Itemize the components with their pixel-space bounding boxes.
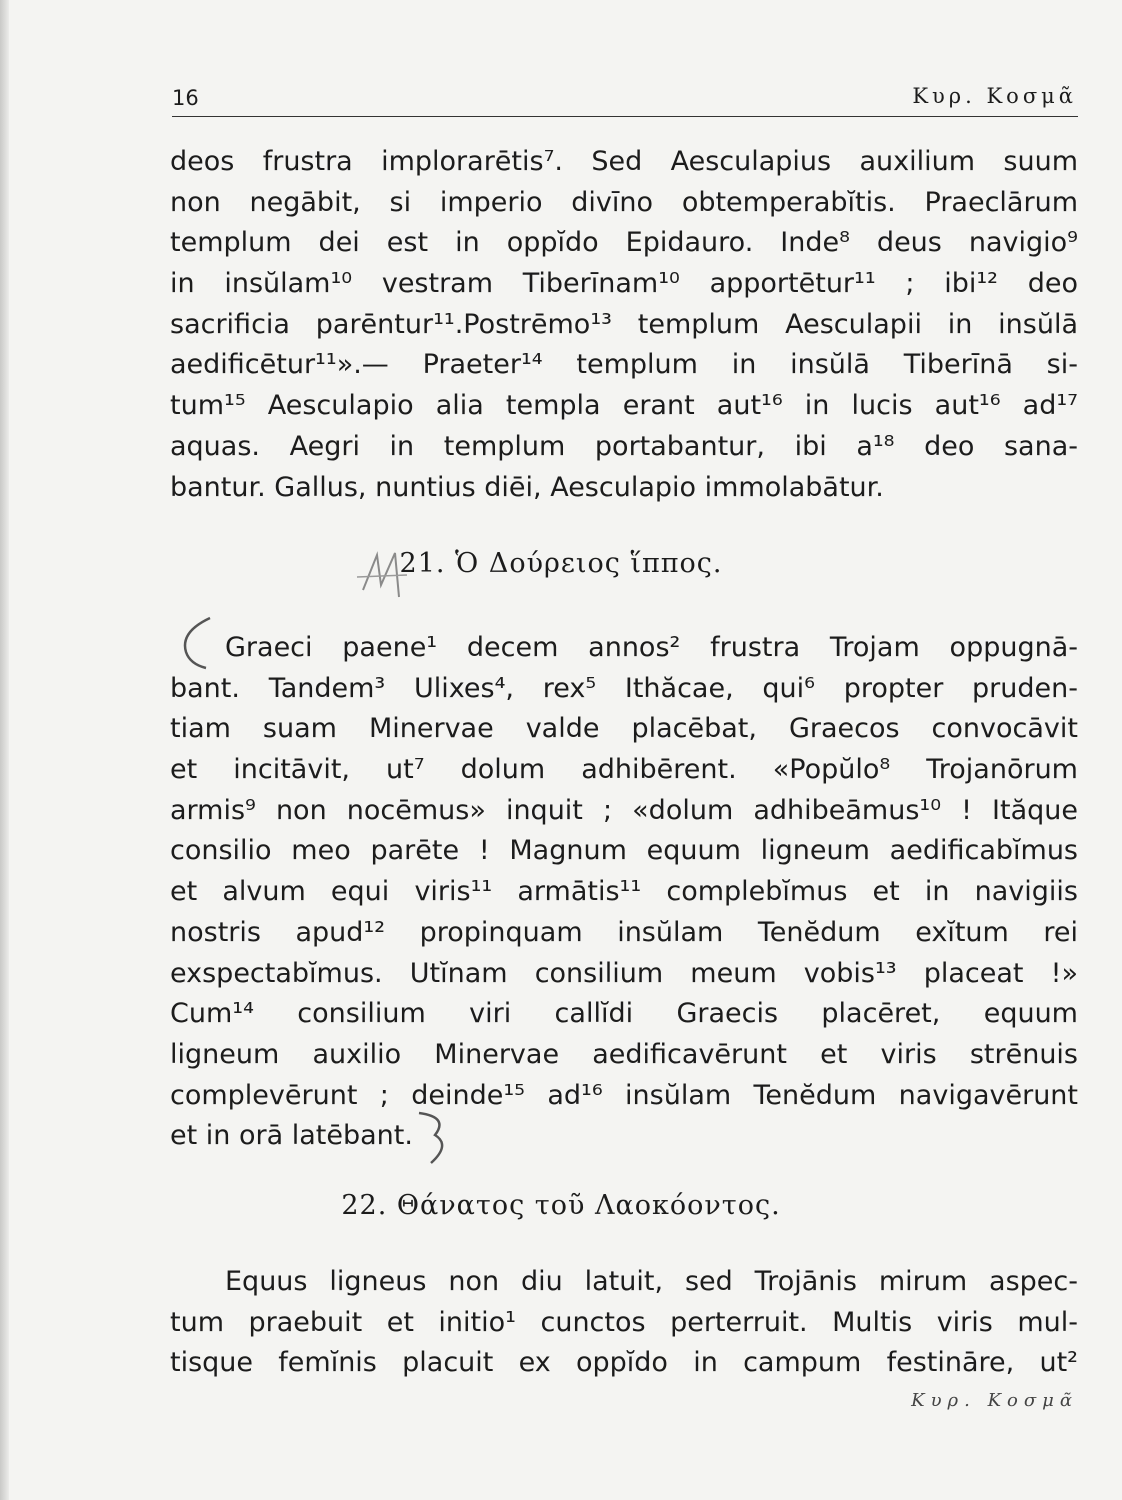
section-22-body xyxy=(170,1262,1078,1384)
section-title-22: 22. Θάνατος τοῦ Λαοκόοντος. xyxy=(341,1190,781,1221)
section-21-body xyxy=(170,628,1078,1157)
text-line: in insŭlam¹⁰ vestram Tiberīnam¹⁰ apportētur¹¹ ; ibi¹² deo xyxy=(170,268,1078,300)
text-line: templum dei est in oppĭdo Epidauro. Inde⁸ deus navigio⁹ xyxy=(170,227,1078,259)
text-line: non negābit, si imperio divīno obtemperabĭtis. Praeclārum xyxy=(170,186,1078,218)
text-line: et incitāvit, ut⁷ dolum adhibērent. «Popŭlo⁸ Trojanōrum xyxy=(170,754,1078,786)
bracket-mark xyxy=(405,1105,455,1170)
text-line: armis⁹ non nocēmus» inquit ; «dolum adhibeāmus¹⁰ ! Ităque xyxy=(170,794,1078,826)
section-title-21: 21. Ὁ Δούρειος ἵππος. xyxy=(399,548,723,579)
text-line: aquas. Aegri in templum portabantur, ibi a¹⁸ deo sana- xyxy=(170,430,1078,462)
text-line: exspectabĭmus. Utĭnam consilium meum vobis¹³ placeat !» xyxy=(170,957,1078,989)
footer-signature: Κυρ. Κοσμᾶ xyxy=(911,1390,1078,1411)
text-line: tum¹⁵ Aesculapio alia templa erant aut¹⁶ in lucis aut¹⁶ ad¹⁷ xyxy=(170,390,1078,422)
text-line: et in orā latēbant. xyxy=(170,1120,413,1152)
text-line: Cum¹⁴ consilium viri callĭdi Graecis placēret, equum xyxy=(170,998,1078,1030)
text-line: tum praebuit et initio¹ cunctos perterruit. Multis viris mul- xyxy=(170,1306,1078,1338)
header-rule xyxy=(172,116,1078,117)
text-line: Equus ligneus non diu latuit, sed Trojānis mirum aspec- xyxy=(225,1266,1078,1297)
page-header xyxy=(172,82,1077,112)
text-line: bant. Tandem³ Ulixes⁴, rex⁵ Ithăcae, qui⁶ propter pruden- xyxy=(170,672,1078,704)
text-line: ligneum auxilio Minervae aedificavērunt et viris strēnuis xyxy=(170,1038,1078,1070)
text-line: deos frustra implorarētis⁷. Sed Aesculapius auxilium suum xyxy=(170,146,1078,177)
passage-top xyxy=(170,142,1078,508)
text-line: aedificētur¹¹».— Praeter¹⁴ templum in insŭlā Tiberīnā si- xyxy=(170,349,1078,381)
text-line: bantur. Gallus, nuntius diēi, Aesculapio immolabātur. xyxy=(170,471,884,503)
running-head: Κυρ. Κοσμᾶ xyxy=(912,84,1077,108)
text-line: complevērunt ; deinde¹⁵ ad¹⁶ insŭlam Tenĕdum navigavērunt xyxy=(170,1079,1078,1111)
pencil-annotation xyxy=(355,545,415,605)
text-line: sacrificia parēntur¹¹.Postrēmo¹³ templum Aesculapii in insŭlā xyxy=(170,308,1078,340)
text-line: tisque femĭnis placuit ex oppĭdo in campum festināre, ut² xyxy=(170,1347,1078,1379)
page-edge xyxy=(0,0,9,1500)
page-number: 16 xyxy=(172,86,199,110)
text-line: tiam suam Minervae valde placēbat, Graecos convocāvit xyxy=(170,713,1078,745)
text-line: Graeci paene¹ decem annos² frustra Trojam oppugnā- xyxy=(225,632,1078,663)
text-line: consilio meo parēte ! Magnum equum ligneum aedificabĭmus xyxy=(170,835,1078,867)
text-line: et alvum equi viris¹¹ armātis¹¹ complebĭmus et in navigiis xyxy=(170,876,1078,908)
text-line: nostris apud¹² propinquam insŭlam Tenĕdum exĭtum rei xyxy=(170,916,1078,948)
